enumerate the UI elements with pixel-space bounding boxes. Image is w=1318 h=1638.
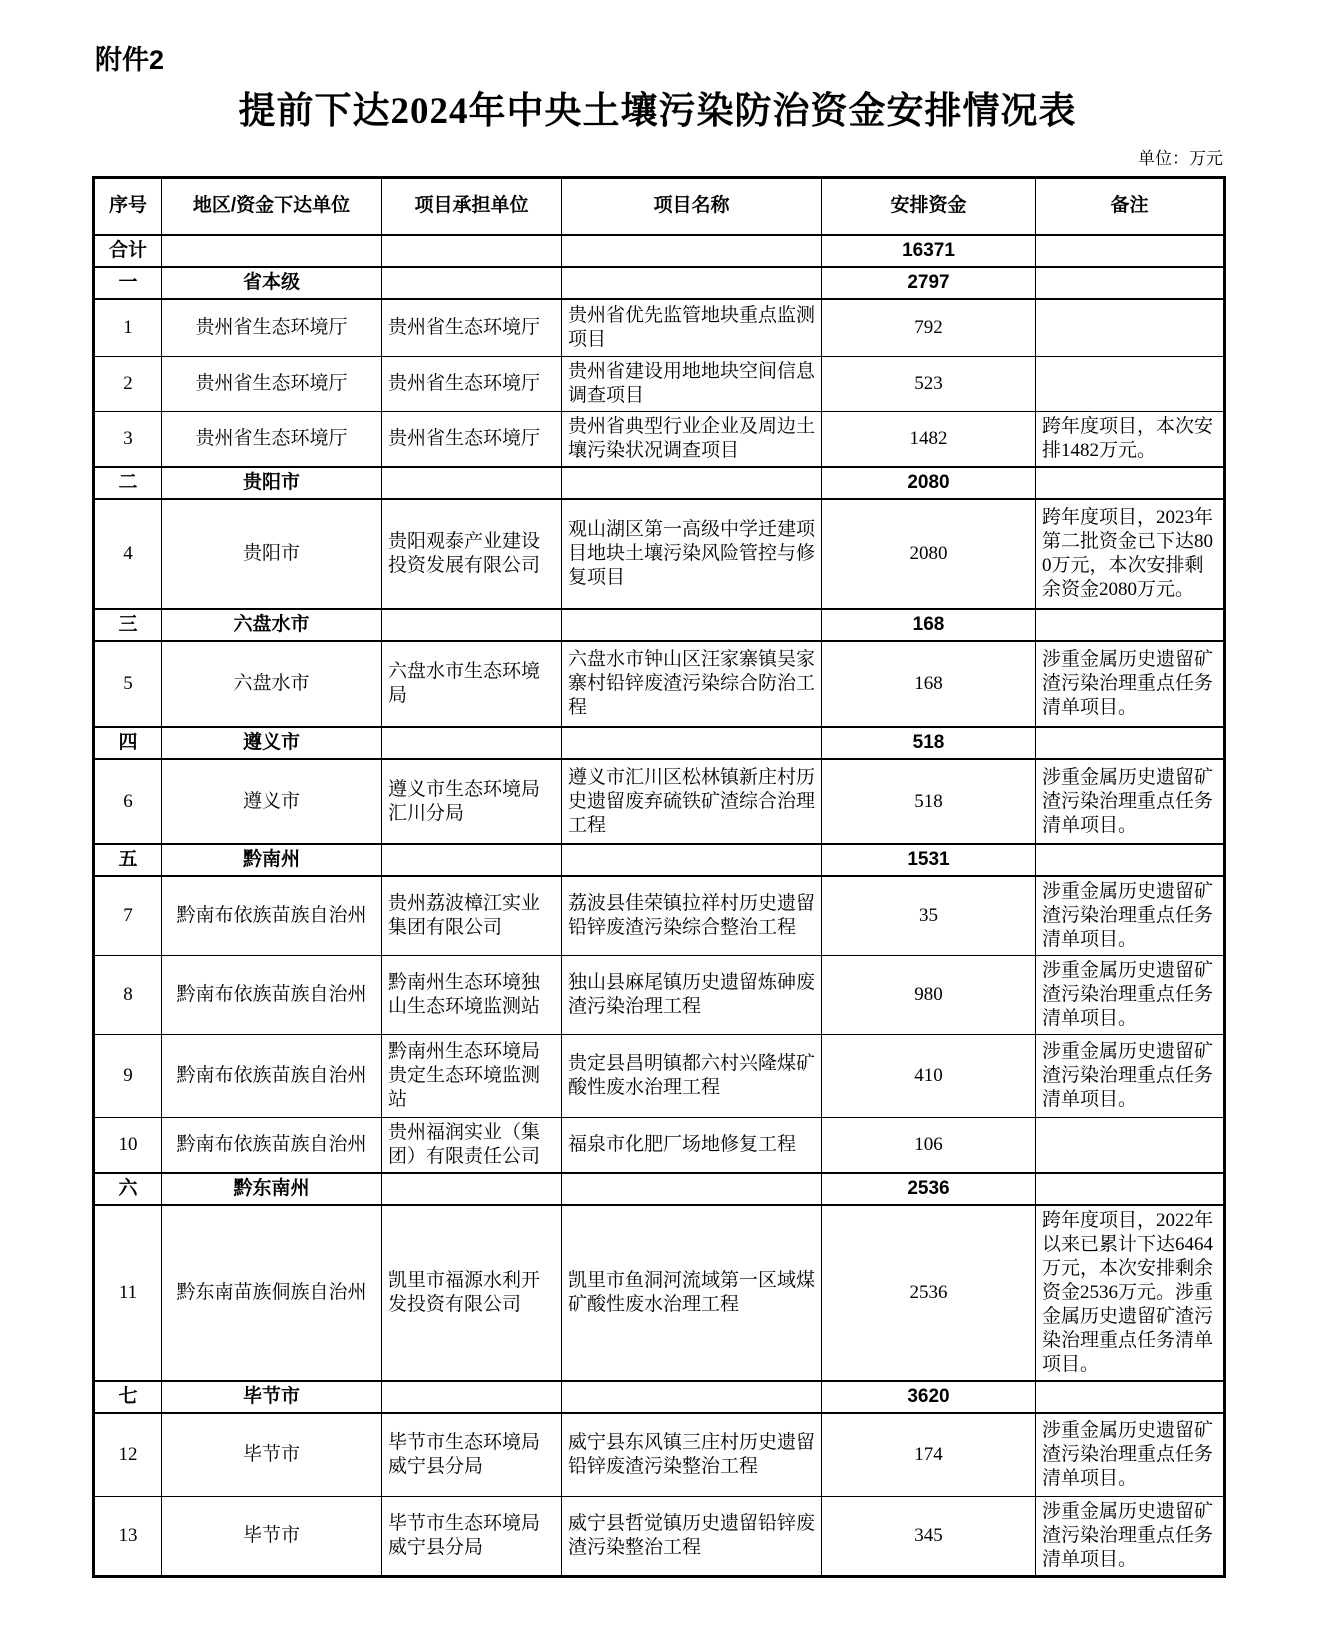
cell-undertaker — [382, 235, 562, 267]
cell-region: 六盘水市 — [162, 641, 382, 727]
cell-amount: 174 — [822, 1413, 1036, 1496]
column-header-remark: 备注 — [1036, 178, 1225, 235]
cell-remark — [1036, 357, 1225, 412]
cell-project: 凯里市鱼洞河流域第一区域煤矿酸性废水治理工程 — [562, 1205, 822, 1381]
cell-amount: 345 — [822, 1496, 1036, 1576]
cell-no: 5 — [94, 641, 162, 727]
cell-undertaker: 贵州省生态环境厅 — [382, 412, 562, 468]
cell-no: 2 — [94, 357, 162, 412]
cell-undertaker — [382, 1173, 562, 1205]
table-row-detail-13 — [94, 1496, 1225, 1576]
cell-region: 贵州省生态环境厅 — [162, 412, 382, 468]
table-row-section-四 — [94, 727, 1225, 759]
cell-undertaker: 黔南州生态环境局贵定生态环境监测站 — [382, 1035, 562, 1118]
cell-no: 13 — [94, 1496, 162, 1576]
cell-undertaker: 毕节市生态环境局威宁县分局 — [382, 1413, 562, 1496]
table-row-detail-3 — [94, 412, 1225, 468]
cell-project: 威宁县哲觉镇历史遗留铅锌废渣污染整治工程 — [562, 1496, 822, 1576]
cell-project: 贵州省典型行业企业及周边土壤污染状况调查项目 — [562, 412, 822, 468]
cell-project — [562, 467, 822, 499]
cell-region: 六盘水市 — [162, 609, 382, 641]
cell-region: 贵州省生态环境厅 — [162, 357, 382, 412]
cell-project: 荔波县佳荣镇拉祥村历史遗留铅锌废渣污染综合整治工程 — [562, 876, 822, 956]
cell-project — [562, 1173, 822, 1205]
cell-no: 一 — [94, 267, 162, 299]
cell-amount: 518 — [822, 759, 1036, 844]
cell-no: 6 — [94, 759, 162, 844]
table-row-detail-6 — [94, 759, 1225, 844]
table-row-detail-4 — [94, 499, 1225, 609]
cell-no: 8 — [94, 956, 162, 1035]
column-header-region: 地区/资金下达单位 — [162, 178, 382, 235]
cell-no: 二 — [94, 467, 162, 499]
cell-region: 黔东南苗族侗族自治州 — [162, 1205, 382, 1381]
cell-no: 合计 — [94, 235, 162, 267]
cell-remark: 跨年度项目，本次安排1482万元。 — [1036, 412, 1225, 468]
cell-amount: 1531 — [822, 844, 1036, 876]
cell-no: 3 — [94, 412, 162, 468]
cell-project — [562, 727, 822, 759]
cell-undertaker: 六盘水市生态环境局 — [382, 641, 562, 727]
table-row-section-一 — [94, 267, 1225, 299]
cell-no: 1 — [94, 299, 162, 357]
table-row-detail-11 — [94, 1205, 1225, 1381]
cell-remark: 涉重金属历史遗留矿渣污染治理重点任务清单项目。 — [1036, 641, 1225, 727]
cell-project — [562, 844, 822, 876]
cell-amount: 3620 — [822, 1381, 1036, 1413]
cell-amount: 2797 — [822, 267, 1036, 299]
cell-remark: 跨年度项目，2022年以来已累计下达6464万元，本次安排剩余资金2536万元。涉重金属历史遗留矿渣污染治理重点任务清单项目。 — [1036, 1205, 1225, 1381]
cell-no: 12 — [94, 1413, 162, 1496]
column-header-amount: 安排资金 — [822, 178, 1036, 235]
cell-remark: 涉重金属历史遗留矿渣污染治理重点任务清单项目。 — [1036, 1035, 1225, 1118]
cell-no: 7 — [94, 876, 162, 956]
cell-no: 4 — [94, 499, 162, 609]
table-header-row — [94, 178, 1225, 235]
column-header-project: 项目名称 — [562, 178, 822, 235]
cell-remark — [1036, 235, 1225, 267]
cell-project: 贵州省优先监管地块重点监测项目 — [562, 299, 822, 357]
cell-remark — [1036, 844, 1225, 876]
cell-remark: 涉重金属历史遗留矿渣污染治理重点任务清单项目。 — [1036, 876, 1225, 956]
cell-amount: 792 — [822, 299, 1036, 357]
cell-project: 独山县麻尾镇历史遗留炼砷废渣污染治理工程 — [562, 956, 822, 1035]
table-row-detail-9 — [94, 1035, 1225, 1118]
fund-allocation-table — [92, 176, 1226, 1578]
cell-remark — [1036, 609, 1225, 641]
cell-amount: 168 — [822, 641, 1036, 727]
cell-undertaker: 贵州省生态环境厅 — [382, 357, 562, 412]
cell-undertaker: 贵州省生态环境厅 — [382, 299, 562, 357]
table-row-section-三 — [94, 609, 1225, 641]
cell-region: 毕节市 — [162, 1413, 382, 1496]
cell-region: 毕节市 — [162, 1381, 382, 1413]
cell-no: 三 — [94, 609, 162, 641]
cell-undertaker — [382, 844, 562, 876]
table-row-detail-1 — [94, 299, 1225, 357]
cell-remark — [1036, 467, 1225, 499]
cell-region: 贵州省生态环境厅 — [162, 299, 382, 357]
cell-project — [562, 235, 822, 267]
cell-undertaker: 凯里市福源水利开发投资有限公司 — [382, 1205, 562, 1381]
table-row-detail-10 — [94, 1118, 1225, 1174]
table-row-section-五 — [94, 844, 1225, 876]
unit-note: 单位：万元 — [1138, 149, 1223, 168]
cell-region: 遵义市 — [162, 759, 382, 844]
cell-amount: 523 — [822, 357, 1036, 412]
cell-amount: 2080 — [822, 467, 1036, 499]
cell-remark: 涉重金属历史遗留矿渣污染治理重点任务清单项目。 — [1036, 1496, 1225, 1576]
page-title: 提前下达2024年中央土壤污染防治资金安排情况表 — [238, 91, 1077, 132]
cell-undertaker: 毕节市生态环境局威宁县分局 — [382, 1496, 562, 1576]
cell-undertaker: 贵州福润实业（集团）有限责任公司 — [382, 1118, 562, 1174]
attachment-label: 附件2 — [95, 45, 165, 75]
cell-no: 9 — [94, 1035, 162, 1118]
cell-remark — [1036, 1118, 1225, 1174]
cell-remark: 涉重金属历史遗留矿渣污染治理重点任务清单项目。 — [1036, 759, 1225, 844]
cell-undertaker — [382, 1381, 562, 1413]
cell-amount: 2080 — [822, 499, 1036, 609]
cell-undertaker — [382, 467, 562, 499]
table-row-section-六 — [94, 1173, 1225, 1205]
cell-region: 贵阳市 — [162, 499, 382, 609]
column-header-undertaker: 项目承担单位 — [382, 178, 562, 235]
cell-remark: 涉重金属历史遗留矿渣污染治理重点任务清单项目。 — [1036, 1413, 1225, 1496]
cell-project: 六盘水市钟山区汪家寨镇吴家寨村铅锌废渣污染综合防治工程 — [562, 641, 822, 727]
cell-remark: 涉重金属历史遗留矿渣污染治理重点任务清单项目。 — [1036, 956, 1225, 1035]
cell-amount: 980 — [822, 956, 1036, 1035]
cell-undertaker — [382, 727, 562, 759]
cell-region: 黔南布依族苗族自治州 — [162, 1118, 382, 1174]
cell-region: 省本级 — [162, 267, 382, 299]
cell-no: 七 — [94, 1381, 162, 1413]
cell-project — [562, 1381, 822, 1413]
cell-no: 11 — [94, 1205, 162, 1381]
cell-region: 黔南布依族苗族自治州 — [162, 956, 382, 1035]
cell-amount: 106 — [822, 1118, 1036, 1174]
cell-project: 观山湖区第一高级中学迁建项目地块土壤污染风险管控与修复项目 — [562, 499, 822, 609]
cell-region: 黔东南州 — [162, 1173, 382, 1205]
cell-undertaker: 贵阳观泰产业建设投资发展有限公司 — [382, 499, 562, 609]
cell-amount: 2536 — [822, 1205, 1036, 1381]
cell-region: 黔南布依族苗族自治州 — [162, 1035, 382, 1118]
cell-no: 四 — [94, 727, 162, 759]
cell-no: 10 — [94, 1118, 162, 1174]
cell-project: 贵州省建设用地地块空间信息调查项目 — [562, 357, 822, 412]
cell-project: 遵义市汇川区松林镇新庄村历史遗留废弃硫铁矿渣综合治理工程 — [562, 759, 822, 844]
cell-amount: 518 — [822, 727, 1036, 759]
cell-project — [562, 609, 822, 641]
cell-region: 遵义市 — [162, 727, 382, 759]
cell-remark — [1036, 1173, 1225, 1205]
table-body — [94, 235, 1225, 1577]
cell-project — [562, 267, 822, 299]
table-row-total-合计 — [94, 235, 1225, 267]
cell-undertaker: 黔南州生态环境独山生态环境监测站 — [382, 956, 562, 1035]
table-row-detail-2 — [94, 357, 1225, 412]
cell-undertaker: 遵义市生态环境局汇川分局 — [382, 759, 562, 844]
cell-project: 贵定县昌明镇都六村兴隆煤矿酸性废水治理工程 — [562, 1035, 822, 1118]
cell-region: 贵阳市 — [162, 467, 382, 499]
cell-amount: 1482 — [822, 412, 1036, 468]
table-row-detail-8 — [94, 956, 1225, 1035]
table-header — [94, 178, 1225, 235]
cell-amount: 410 — [822, 1035, 1036, 1118]
cell-remark — [1036, 727, 1225, 759]
table-row-section-二 — [94, 467, 1225, 499]
table-row-detail-7 — [94, 876, 1225, 956]
table-row-detail-12 — [94, 1413, 1225, 1496]
cell-project: 福泉市化肥厂场地修复工程 — [562, 1118, 822, 1174]
cell-remark — [1036, 1381, 1225, 1413]
table-row-detail-5 — [94, 641, 1225, 727]
cell-region: 黔南州 — [162, 844, 382, 876]
cell-region: 毕节市 — [162, 1496, 382, 1576]
cell-amount: 2536 — [822, 1173, 1036, 1205]
cell-region — [162, 235, 382, 267]
cell-undertaker — [382, 609, 562, 641]
cell-region: 黔南布依族苗族自治州 — [162, 876, 382, 956]
cell-undertaker: 贵州荔波樟江实业集团有限公司 — [382, 876, 562, 956]
cell-no: 五 — [94, 844, 162, 876]
cell-remark — [1036, 299, 1225, 357]
cell-amount: 35 — [822, 876, 1036, 956]
column-header-no: 序号 — [94, 178, 162, 235]
cell-amount: 168 — [822, 609, 1036, 641]
cell-remark — [1036, 267, 1225, 299]
cell-undertaker — [382, 267, 562, 299]
cell-remark: 跨年度项目，2023年第二批资金已下达800万元，本次安排剩余资金2080万元。 — [1036, 499, 1225, 609]
cell-no: 六 — [94, 1173, 162, 1205]
table-row-section-七 — [94, 1381, 1225, 1413]
cell-project: 威宁县东风镇三庄村历史遗留铅锌废渣污染整治工程 — [562, 1413, 822, 1496]
cell-amount: 16371 — [822, 235, 1036, 267]
